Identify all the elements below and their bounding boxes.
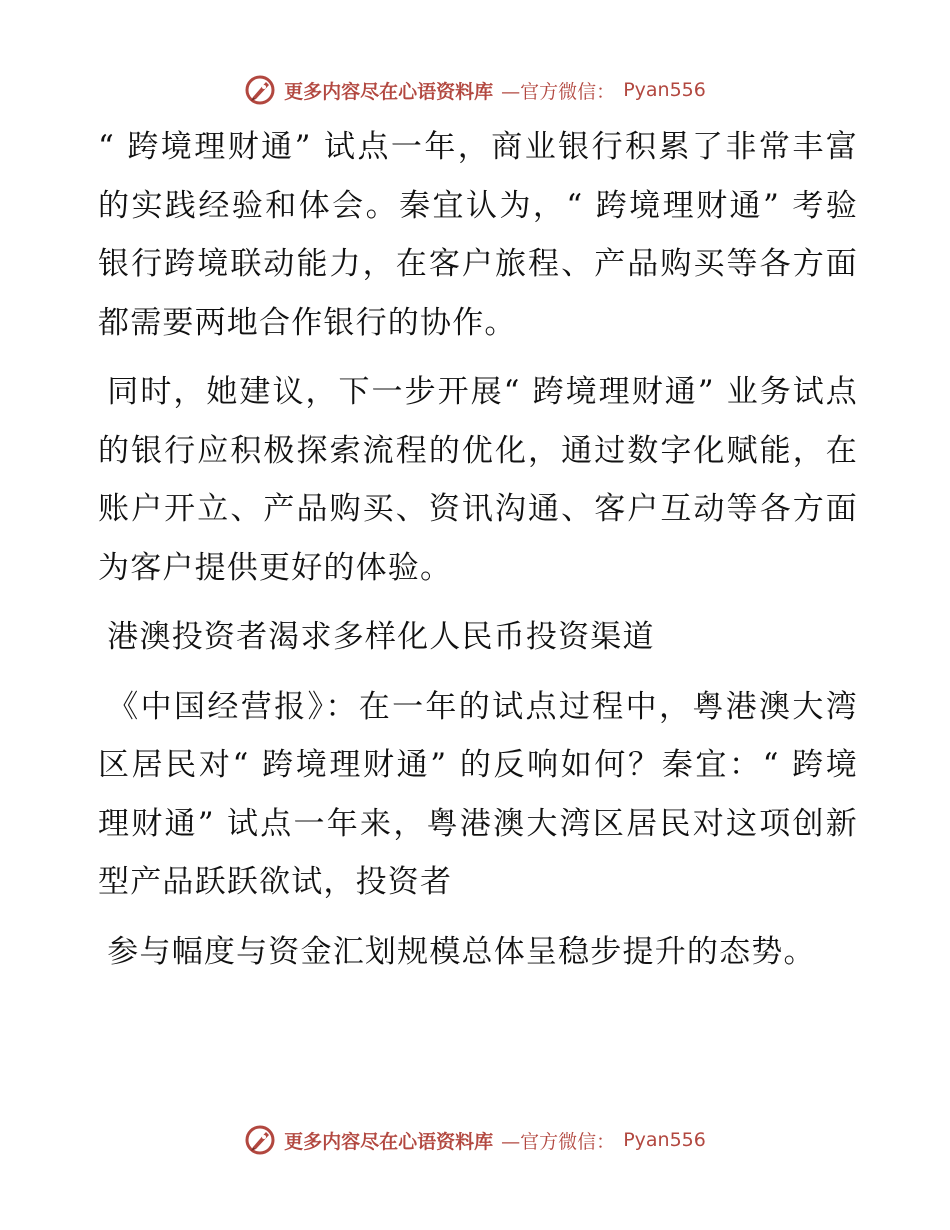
paragraph-3: 《中国经营报》：在一年的试点过程中，粤港澳大湾区居民对“ 跨境理财通” 的反响如何？秦宜：“ 跨境理财通” 试点一年来，粤港澳大湾区居民对这项创新型产品跃跃欲试，投资者 xyxy=(98,688,858,900)
quill-pen-logo-icon xyxy=(244,74,276,106)
footer-banner-text: 更多内容尽在心语资料库 xyxy=(284,1130,494,1153)
article-body xyxy=(98,118,858,981)
header-banner-text: 更多内容尽在心语资料库 xyxy=(284,80,494,103)
quill-pen-logo-icon xyxy=(244,1124,276,1156)
paragraph-4: 参与幅度与资金汇划规模总体呈稳步提升的态势。 xyxy=(107,933,816,970)
header-banner-separator: —官方微信： xyxy=(501,80,616,103)
footer-banner xyxy=(0,1120,950,1160)
footer-banner-separator: —官方微信： xyxy=(501,1130,616,1153)
footer-wechat-id: Pyan556 xyxy=(623,1129,706,1151)
paragraph-2: 同时，她建议，下一步开展“ 跨境理财通” 业务试点的银行应积极探索流程的优化，通过数字化赋能，在账户开立、产品购买、资讯沟通、客户互动等各方面为客户提供更好的体验。 xyxy=(98,374,858,586)
paragraph-1: “ 跨境理财通” 试点一年，商业银行积累了非常丰富的实践经验和体会。秦宜认为，“ 跨境理财通” 考验银行跨境联动能力，在客户旅程、产品购买等各方面都需要两地合作银行的协作。 xyxy=(98,129,858,341)
header-banner xyxy=(0,70,950,110)
section-heading: 港澳投资者渴求多样化人民币投资渠道 xyxy=(107,619,655,655)
header-wechat-id: Pyan556 xyxy=(623,79,706,101)
